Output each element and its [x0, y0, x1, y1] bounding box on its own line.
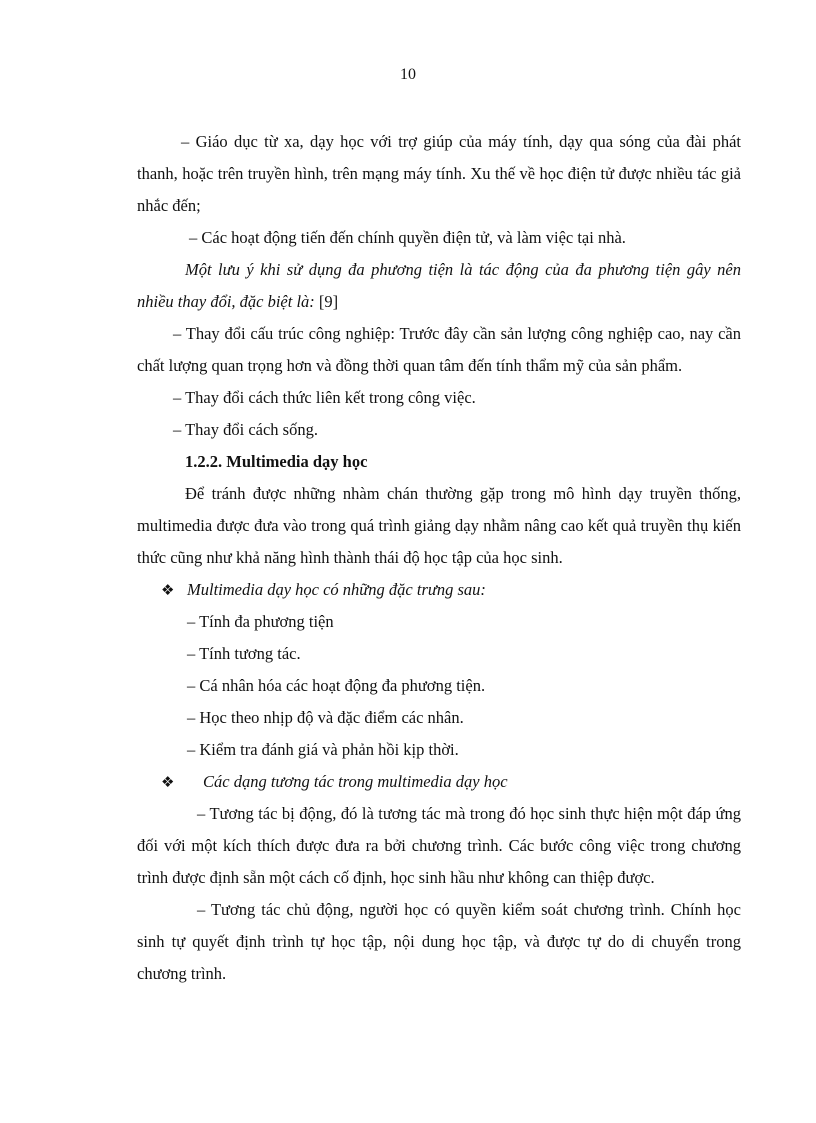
note-italic-text: Một lưu ý khi sử dụng đa phương tiện là tác động của đa phương tiện gây nên nhiều thay đổi, đặc biệt là: [137, 260, 741, 311]
bullet-features-title [137, 574, 741, 606]
bullet-interaction-text: Các dạng tương tác trong multimedia dạy học [203, 772, 508, 791]
paragraph-passive-interaction: – Tương tác bị động, đó là tương tác mà trong đó học sinh thực hiện một đáp ứng đối với một kích thích được đưa ra bởi chương trình. Các bước công việc trong chương trình được định sẵn một cách cố định, học sinh hầu như không can thiệp được. [137, 804, 741, 887]
feature-list-item: – Tính đa phương tiện [187, 612, 334, 631]
bullet-interaction-title [137, 766, 741, 798]
section-heading: 1.2.2. Multimedia dạy học [185, 452, 368, 471]
feature-list-item: – Học theo nhịp độ và đặc điểm các nhân. [187, 708, 464, 727]
paragraph-industry-change: – Thay đổi cấu trúc công nghiệp: Trước đây cần sản lượng công nghiệp cao, nay cần chất lượng quan trọng hơn và đồng thời quan tâm đến tính thẩm mỹ của sản phẩm. [137, 324, 741, 375]
citation-ref: [9] [314, 292, 339, 311]
paragraph-e-government: – Các hoạt động tiến đến chính quyền điện tử, và làm việc tại nhà. [189, 228, 626, 247]
paragraph-distance-learning: – Giáo dục từ xa, dạy học với trợ giúp của máy tính, dạy qua sóng của đài phát thanh, hoặc trên truyền hình, trên mạng máy tính. Xu thế về học điện tử được nhiều tác giả nhắc đến; [137, 132, 741, 215]
bullet-features-text: Multimedia dạy học có những đặc trưng sau: [187, 580, 486, 599]
diamond-bullet-icon: ❖ [161, 581, 175, 599]
paragraph-work-change: – Thay đổi cách thức liên kết trong công việc. [173, 388, 476, 407]
page-number: 10 [400, 66, 416, 83]
feature-list-item: – Kiểm tra đánh giá và phản hồi kịp thời. [187, 740, 459, 759]
feature-list-item: – Cá nhân hóa các hoạt động đa phương tiện. [187, 676, 486, 695]
diamond-bullet-icon: ❖ [161, 773, 175, 791]
feature-list-item: – Tính tương tác. [187, 644, 301, 663]
page-body [137, 126, 741, 990]
paragraph-active-interaction: – Tương tác chủ động, người học có quyền kiểm soát chương trình. Chính học sinh tự quyết định trình tự học tập, nội dung học tập, và được tự do di chuyển trong chương trình. [137, 900, 741, 983]
paragraph-intro-multimedia: Để tránh được những nhàm chán thường gặp trong mô hình dạy truyền thống, multimedia được đưa vào trong quá trình giảng dạy nhằm nâng cao kết quả truyền thụ kiến thức cũng như khả năng hình thành thái độ học tập của học sinh. [137, 484, 741, 567]
paragraph-note [137, 254, 741, 318]
paragraph-life-change: – Thay đổi cách sống. [173, 420, 318, 439]
